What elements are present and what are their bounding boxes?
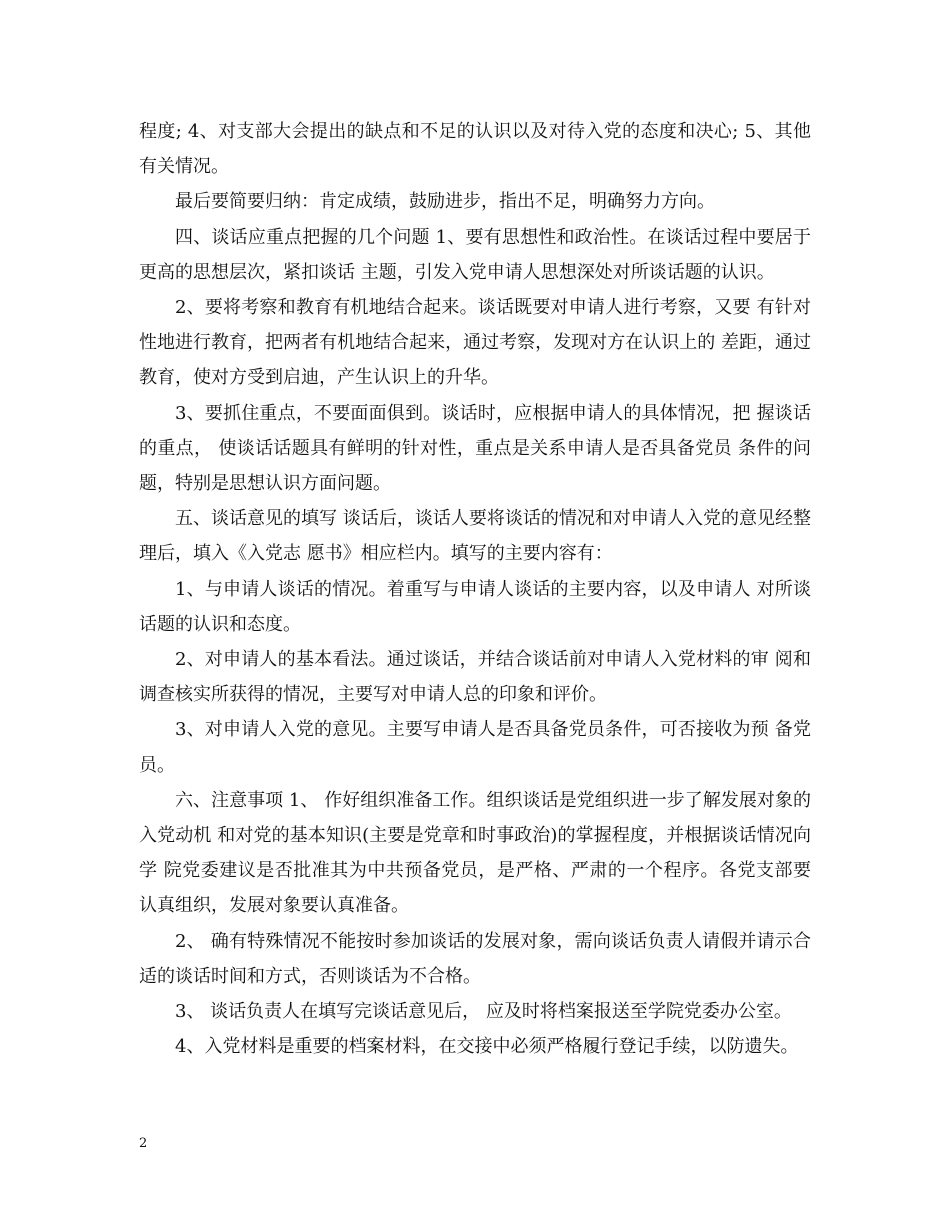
paragraph: 2、 确有特殊情况不能按时参加谈话的发展对象，需向谈话负责人请假并请示合适的谈话时间和方式，否则谈话为不合格。 — [139, 930, 811, 987]
paragraph: 四、谈话应重点把握的几个问题 1、要有思想性和政治性。在谈话过程中要居于更高的思想层次，紧扣谈话 主题，引发入党申请人思想深处对所谈话题的认识。 — [139, 226, 811, 283]
paragraph: 六、注意事项 1、 作好组织准备工作。组织谈话是党组织进一步了解发展对象的入党动机 和对党的基本知识(主要是党章和时事政治)的掌握程度，并根据谈话情况向学 院党委建议是否批准其为中共预备党员，是严格、严肃的一个程序。各党支部要 认真组织，发展对象要认真准备。 — [139, 789, 811, 917]
paragraph: 3、要抓住重点，不要面面俱到。谈话时，应根据申请人的具体情况，把 握谈话的重点， 使谈话话题具有鲜明的针对性，重点是关系申请人是否具备党员 条件的问题，特别是思想认识方面问题。 — [139, 402, 811, 495]
paragraph: 最后要简要归纳：肯定成绩，鼓励进步，指出不足，明确努力方向。 — [175, 191, 715, 213]
paragraph: 2、对申请人的基本看法。通过谈话，并结合谈话前对申请人入党材料的审 阅和调查核实所获得的情况，主要写对申请人总的印象和评价。 — [139, 649, 811, 706]
document-body — [139, 114, 811, 1064]
paragraph: 程度; 4、对支部大会提出的缺点和不足的认识以及对待入党的态度和决心; 5、其他有关情况。 — [139, 121, 811, 178]
paragraph: 五、谈话意见的填写 谈话后，谈话人要将谈话的情况和对申请人入党的意见经整理后，填入《入党志 愿书》相应栏内。填写的主要内容有： — [139, 508, 811, 565]
paragraph: 4、入党材料是重要的档案材料，在交接中必须严格履行登记手续，以防遗失。 — [175, 1036, 799, 1058]
paragraph: 3、对申请人入党的意见。主要写申请人是否具备党员条件，可否接收为预 备党员。 — [139, 719, 811, 776]
page-number: 2 — [139, 1136, 148, 1151]
paragraph: 1、与申请人谈话的情况。着重写与申请人谈话的主要内容，以及申请人 对所谈话题的认识和态度。 — [139, 578, 811, 635]
paragraph: 2、要将考察和教育有机地结合起来。谈话既要对申请人进行考察，又要 有针对性地进行教育，把两者有机地结合起来，通过考察，发现对方在认识上的 差距，通过教育，使对方受到启迪，产生认识上的升华。 — [139, 297, 811, 389]
paragraph: 3、 谈话负责人在填写完谈话意见后， 应及时将档案报送至学院党委办公室。 — [175, 1001, 792, 1023]
